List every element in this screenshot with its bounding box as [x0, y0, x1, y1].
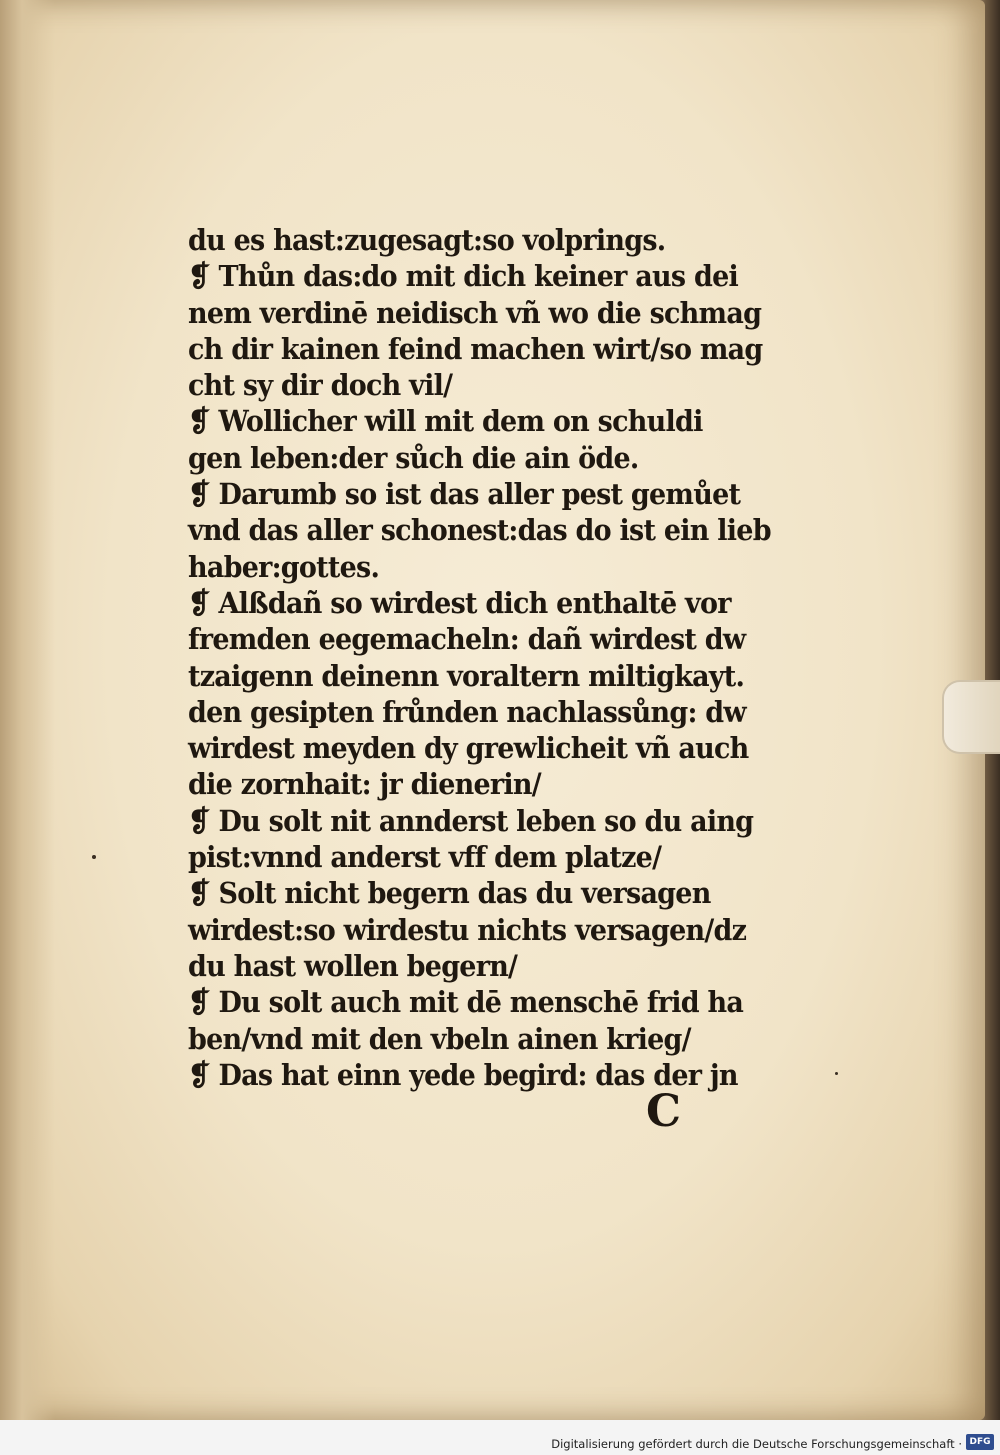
- text-line: cht sy dir doch vil/: [188, 368, 453, 403]
- text-line: ❡ Solt nicht begern das du versagen: [188, 876, 711, 911]
- text-block: [188, 222, 771, 1093]
- text-line: vnd das aller schonest:das do ist ein lieb: [188, 513, 771, 548]
- text-line: du es hast:zugesagt:so volprings.: [188, 223, 666, 257]
- dfg-logo-icon: DFG: [966, 1434, 994, 1450]
- ink-speck: [92, 855, 96, 859]
- text-line: ❡ Du solt nit annderst leben so du aing: [188, 803, 754, 838]
- page-clip-tab: [942, 680, 1000, 754]
- text-line: haber:gottes.: [188, 549, 380, 584]
- text-line: fremden eegemacheln: dañ wirdest dw: [188, 622, 746, 657]
- text-line: nem verdinē neidisch vñ wo die schmag: [188, 295, 762, 330]
- text-line: ❡ Thůn das:do mit dich keiner aus dei: [188, 259, 738, 294]
- text-line: ❡ Darumb so ist das aller pest gemůet: [188, 477, 741, 512]
- text-line: wirdest meyden dy grewlicheit vñ auch: [188, 731, 749, 766]
- text-line: die zornhait: jr dienerin/: [188, 767, 541, 802]
- text-line: ben/vnd mit den vbeln ainen krieg/: [188, 1021, 691, 1056]
- text-line: wirdest:so wirdestu nichts versagen/dz: [188, 912, 747, 947]
- page-gutter-shadow: [0, 0, 55, 1420]
- text-line: den gesipten frůnden nachlassůng: dw: [188, 694, 746, 729]
- text-line: ❡ Wollicher will mit dem on schuldi: [188, 404, 703, 439]
- text-line: gen leben:der sůch die ain öde.: [188, 440, 639, 475]
- text-line: ch dir kainen feind machen wirt/so mag: [188, 331, 763, 366]
- catchword: C: [646, 1086, 682, 1137]
- text-line: ❡ Alßdañ so wirdest dich enthaltē vor: [188, 585, 731, 620]
- ink-speck: [835, 1072, 838, 1075]
- text-line: pist:vnnd anderst vff dem platze/: [188, 840, 662, 875]
- text-line: tzaigenn deinenn voraltern miltigkayt.: [188, 658, 745, 693]
- footer-credit: Digitalisierung gefördert durch die Deutsche Forschungsgemeinschaft ·: [551, 1437, 962, 1451]
- text-line: du hast wollen begern/: [188, 948, 518, 983]
- text-line: ❡ Das hat einn yede begird: das der jn: [188, 1057, 738, 1092]
- text-line: ❡ Du solt auch mit dē menschē frid ha: [188, 985, 744, 1020]
